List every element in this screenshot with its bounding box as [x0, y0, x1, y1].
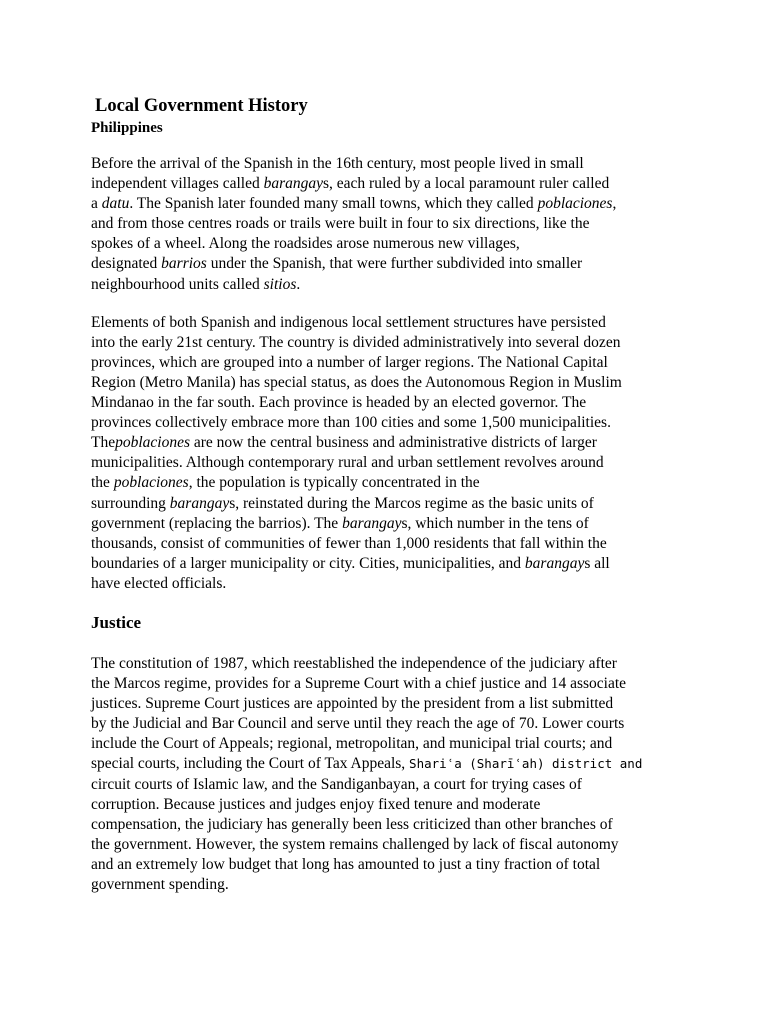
italic-term: sitios: [263, 275, 297, 293]
text-line: spokes of a wheel. Along the roadsides arose numerous new villages,: [91, 235, 520, 253]
text-line: special courts, including the Court of Tax Appeals, Shariʿa (Sharīʿah) district and: [91, 755, 643, 773]
paragraph-local-settlement: [91, 154, 681, 295]
text-line: circuit courts of Islamic law, and the Sandiganbayan, a court for trying cases of: [91, 775, 582, 793]
document-page: [91, 94, 681, 895]
text-line: designated barrios under the Spanish, that were further subdivided into smaller: [91, 255, 583, 273]
text-line: corruption. Because justices and judges enjoy fixed tenure and moderate: [91, 795, 541, 813]
text-line: surrounding barangays, reinstated during the Marcos regime as the basic units of: [91, 494, 594, 512]
italic-term: barangay: [169, 494, 230, 512]
monospace-run: Shariʿa (Sharīʿah) district and: [409, 756, 643, 772]
section-heading-justice: Justice: [91, 612, 142, 632]
document-title: Local Government History: [95, 96, 308, 116]
italic-term: datu: [101, 195, 130, 213]
text-line: Elements of both Spanish and indigenous local settlement structures have persisted: [91, 313, 606, 331]
text-line: by the Judicial and Bar Council and serve until they reach the age of 70. Lower courts: [91, 715, 625, 733]
text-line: and from those centres roads or trails were built in four to six directions, like the: [91, 215, 590, 233]
text-line: include the Court of Appeals; regional, metropolitan, and municipal trial courts; and: [91, 735, 613, 753]
italic-term: poblaciones: [113, 474, 189, 492]
text-line: the poblaciones, the population is typically concentrated in the: [91, 474, 480, 492]
text-line: boundaries of a larger municipality or city. Cities, municipalities, and barangays all: [91, 554, 610, 572]
text-line: provinces collectively embrace more than 100 cities and some 1,500 municipalities.: [91, 414, 611, 432]
text-line: Thepoblaciones are now the central business and administrative districts of larger: [91, 434, 597, 452]
text-line: the Marcos regime, provides for a Supreme Court with a chief justice and 14 associate: [91, 675, 627, 693]
text-line: compensation, the judiciary has generally been less criticized than other branches of: [91, 815, 613, 833]
text-line: Region (Metro Manila) has special status, as does the Autonomous Region in Muslim: [91, 373, 622, 391]
text-line: thousands, consist of communities of fewer than 1,000 residents that fall within the: [91, 534, 607, 552]
text-line: independent villages called barangays, each ruled by a local paramount ruler called: [91, 175, 610, 193]
italic-term: poblaciones: [537, 195, 613, 213]
text-line: have elected officials.: [91, 574, 227, 592]
text-line: government (replacing the barrios). The barangays, which number in the tens of: [91, 514, 589, 532]
italic-term: barangay: [263, 175, 324, 193]
text-line: government spending.: [91, 876, 229, 893]
text-line: the government. However, the system remains challenged by lack of fiscal autonomy: [91, 835, 619, 853]
italic-term: barangay: [342, 514, 402, 532]
text-line: into the early 21st century. The country is divided administratively into several dozen: [91, 333, 621, 351]
text-line: Before the arrival of the Spanish in the 16th century, most people lived in small: [91, 155, 584, 172]
text-line: neighbourhood units called sitios.: [91, 275, 301, 293]
document-subtitle: Philippines: [91, 120, 163, 136]
text-line: provinces, which are grouped into a number of larger regions. The National Capital: [91, 353, 608, 371]
paragraph-judiciary: [91, 654, 681, 895]
text-line: municipalities. Although contemporary rural and urban settlement revolves around: [91, 454, 604, 472]
text-line: Mindanao in the far south. Each province is headed by an elected governor. The: [91, 394, 587, 412]
italic-term: barrios: [161, 255, 207, 273]
text-line: a datu. The Spanish later founded many small towns, which they called poblaciones,: [91, 195, 617, 213]
text-line: justices. Supreme Court justices are appointed by the president from a list submitted: [91, 695, 614, 713]
italic-term: barangay: [524, 554, 585, 572]
paragraph-administrative-divisions: [91, 313, 681, 594]
text-line: The constitution of 1987, which reestablished the independence of the judiciary after: [91, 654, 617, 672]
text-line: and an extremely low budget that long has amounted to just a tiny fraction of total: [91, 855, 601, 873]
italic-term: poblaciones: [115, 434, 191, 452]
